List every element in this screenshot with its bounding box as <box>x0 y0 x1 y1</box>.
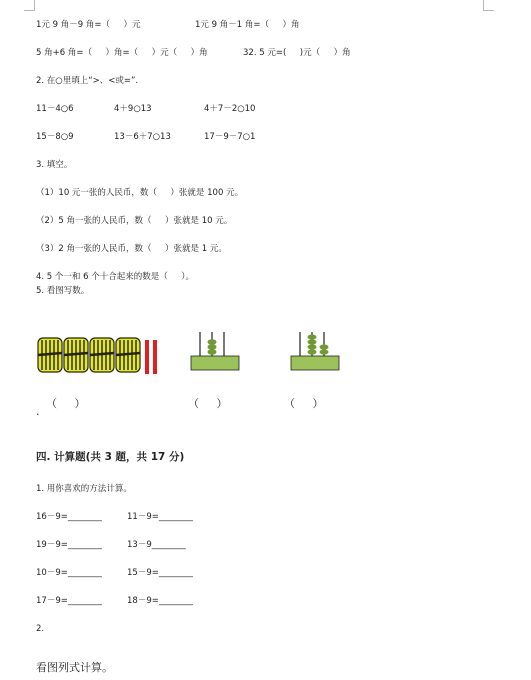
money-line2-a: 5 角+6 角=（ ）角=（ ）元（ ）角 <box>36 48 208 58</box>
section4-heading: 四. 计算题(共 3 题，共 17 分) <box>36 451 185 463</box>
abacus-1 <box>190 328 244 374</box>
calc-r1c2[interactable]: 11－9=________ <box>127 512 193 522</box>
calc-r2c2[interactable]: 13－9________ <box>127 540 186 550</box>
money-line2-b: 32. 5 元=( )元（ ）角 <box>243 48 351 58</box>
q5-title: 5. 看图写数。 <box>36 286 90 296</box>
single-sticks <box>142 338 162 378</box>
q5-blank-1[interactable]: （ ） <box>46 397 86 410</box>
abacus-2 <box>290 328 344 374</box>
s4-bottom-text: 看图列式计算。 <box>36 661 113 674</box>
s4-q1-title: 1. 用你喜欢的方法计算。 <box>36 484 132 494</box>
q5-blank-2[interactable]: （ ） <box>188 397 228 410</box>
s4-q2-number: 2. <box>36 624 45 634</box>
q4-text: 4. 5 个一和 6 个十合起来的数是（ ）。 <box>36 272 194 282</box>
calc-r4c1[interactable]: 17－9=________ <box>36 596 102 606</box>
q2-r1c1: 11－4○6 <box>36 104 74 114</box>
calc-r3c1[interactable]: 10－9=________ <box>36 568 102 578</box>
q5-dot: . <box>36 405 40 418</box>
calc-r2c1[interactable]: 19－9=________ <box>36 540 102 550</box>
stick-bundle-band <box>38 353 140 355</box>
q2-r2c2: 13－6＋7○13 <box>114 132 171 142</box>
q3-item-3: （3）2 角一张的人民币，数（ ）张就是 1 元。 <box>36 244 227 254</box>
calc-r1c1[interactable]: 16－9=________ <box>36 512 102 522</box>
q2-r2c1: 15－8○9 <box>36 132 74 142</box>
calc-r4c2[interactable]: 18－9=________ <box>127 596 193 606</box>
margin-corner-left <box>24 0 35 11</box>
q3-item-2: （2）5 角一张的人民币，数（ ）张就是 10 元。 <box>36 216 233 226</box>
calc-r3c2[interactable]: 15－9=________ <box>127 568 193 578</box>
margin-corner-right <box>483 0 494 11</box>
q2-r2c3: 17－9－7○1 <box>204 132 256 142</box>
money-line1-a: 1元 9 角－9 角=（ ）元 <box>36 20 141 30</box>
money-line1-b: 1元 9 角－1 角=（ ）角 <box>195 20 300 30</box>
q5-blank-3[interactable]: （ ） <box>284 397 324 410</box>
q3-item-1: （1）10 元一张的人民币，数（ ）张就是 100 元。 <box>36 188 244 198</box>
q3-title: 3. 填空。 <box>36 160 73 170</box>
q2-r1c3: 4＋7－2○10 <box>204 104 256 114</box>
q2-title: 2. 在○里填上“>、<或=”. <box>36 76 139 86</box>
q2-r1c2: 4＋9○13 <box>114 104 152 114</box>
